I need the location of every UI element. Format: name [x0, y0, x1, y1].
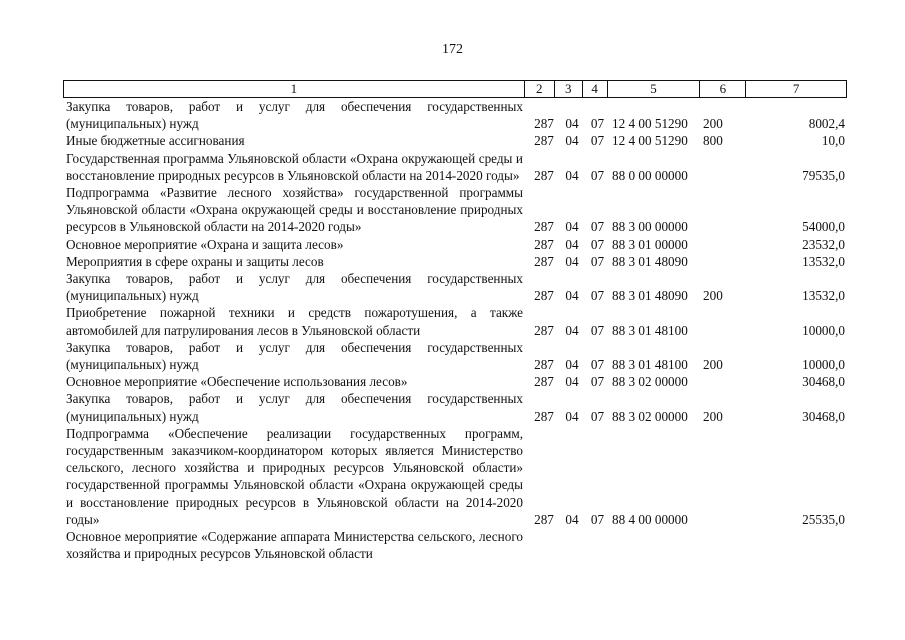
row-name: Иные бюджетные ассигнования	[66, 133, 245, 149]
row-name: Основное мероприятие «Охрана и защита лесов»	[66, 236, 344, 252]
table-row	[63, 184, 847, 236]
row-subsection: 07	[590, 167, 605, 183]
row-target-article: 88 3 01 00000	[612, 236, 688, 252]
row-expense-type: 200	[703, 288, 723, 304]
row-name: Мероприятия в сфере охраны и защиты лесов	[66, 253, 324, 269]
row-target-article: 88 4 00 00000	[612, 511, 688, 527]
header-col-7: 7	[792, 81, 800, 96]
row-sum: 10,0	[821, 133, 845, 149]
header-col-2: 2	[525, 81, 555, 97]
row-sum: 13532,0	[802, 253, 845, 269]
row-expense-type: 200	[703, 408, 723, 424]
header-col-6: 6	[700, 81, 746, 97]
header-col-3: 3	[555, 81, 583, 97]
row-name: Подпрограмма «Обеспечение реализации государственных программ, государственным заказчиком-координатором которых является Министерство сельского, лесного хозяйства и природных ресурсов Ульяновской области» государственной программы Ульяновской области «Охрана окружающей среды и восстановление природных ресурсов в Ульяновской области на 2014-2020 годы»	[66, 425, 523, 527]
row-ved: 287	[534, 133, 554, 149]
header-col-5: 5	[608, 81, 701, 97]
row-name: Закупка товаров, работ и услуг для обеспечения государственных (муниципальных) нужд	[66, 99, 523, 132]
row-sum: 8002,4	[808, 116, 845, 132]
row-target-article: 88 3 02 00000	[612, 408, 688, 424]
row-ved: 287	[534, 374, 554, 390]
row-ved: 287	[534, 288, 554, 304]
row-name: Подпрограмма «Развитие лесного хозяйства» государственной программы Ульяновской области «Охрана окружающей среды и восстановление природных ресурсов в Ульяновской области на 2014-2020 годы»	[66, 185, 523, 235]
row-sum: 10000,0	[802, 322, 845, 338]
row-ved: 287	[534, 357, 554, 373]
row-section: 04	[565, 167, 579, 183]
row-target-article: 88 3 00 00000	[612, 219, 688, 235]
row-subsection: 07	[590, 219, 605, 235]
row-section: 04	[565, 116, 579, 132]
row-section: 04	[565, 408, 579, 424]
row-subsection: 07	[590, 511, 605, 527]
row-sum: 25535,0	[802, 511, 845, 527]
row-expense-type: 800	[703, 133, 723, 149]
table-row	[63, 98, 847, 132]
row-subsection: 07	[590, 288, 605, 304]
row-ved: 287	[534, 167, 554, 183]
row-section: 04	[565, 236, 579, 252]
row-sum: 30468,0	[802, 374, 845, 390]
budget-table	[63, 80, 847, 562]
row-sum: 10000,0	[802, 357, 845, 373]
row-subsection: 07	[590, 374, 605, 390]
row-target-article: 88 3 01 48100	[612, 322, 688, 338]
table-row	[63, 339, 847, 373]
row-ved: 287	[534, 116, 554, 132]
row-name: Приобретение пожарной техники и средств пожаротушения, а также автомобилей для патрулирования лесов в Ульяновской области	[66, 305, 523, 338]
row-expense-type: 200	[703, 116, 723, 132]
table-body	[63, 98, 847, 562]
table-row	[63, 253, 847, 270]
row-target-article: 12 4 00 51290	[612, 116, 688, 132]
table-row	[63, 425, 847, 528]
row-name: Государственная программа Ульяновской области «Охрана окружающей среды и восстановление природных ресурсов в Ульяновской области на 2014-2020 годы»	[66, 150, 523, 183]
row-subsection: 07	[590, 133, 605, 149]
row-target-article: 88 3 02 00000	[612, 374, 688, 390]
row-section: 04	[565, 511, 579, 527]
row-section: 04	[565, 357, 579, 373]
table-row	[63, 270, 847, 304]
table-header-row	[63, 80, 847, 98]
row-expense-type: 200	[703, 357, 723, 373]
header-col-1: 1	[64, 81, 525, 97]
row-ved: 287	[534, 408, 554, 424]
row-sum: 30468,0	[802, 408, 845, 424]
table-row	[63, 236, 847, 253]
row-subsection: 07	[590, 408, 605, 424]
table-row	[63, 373, 847, 390]
row-section: 04	[565, 322, 579, 338]
row-target-article: 88 0 00 00000	[612, 167, 688, 183]
row-sum: 23532,0	[802, 236, 845, 252]
row-section: 04	[565, 133, 579, 149]
table-row	[63, 304, 847, 338]
row-section: 04	[565, 288, 579, 304]
row-ved: 287	[534, 219, 554, 235]
row-target-article: 12 4 00 51290	[612, 133, 688, 149]
table-row	[63, 390, 847, 424]
row-sum: 79535,0	[802, 167, 845, 183]
table-row	[63, 132, 847, 149]
row-sum: 54000,0	[802, 219, 845, 235]
table-row	[63, 528, 847, 562]
row-ved: 287	[534, 322, 554, 338]
row-sum: 13532,0	[802, 288, 845, 304]
row-target-article: 88 3 01 48090	[612, 253, 688, 269]
row-name: Закупка товаров, работ и услуг для обеспечения государственных (муниципальных) нужд	[66, 339, 523, 373]
row-subsection: 07	[590, 236, 605, 252]
row-subsection: 07	[590, 322, 605, 338]
row-name: Закупка товаров, работ и услуг для обеспечения государственных (муниципальных) нужд	[66, 271, 523, 304]
page-number: 172	[442, 42, 463, 57]
row-subsection: 07	[590, 116, 605, 132]
row-section: 04	[565, 219, 579, 235]
row-section: 04	[565, 374, 579, 390]
header-col-4: 4	[583, 81, 608, 97]
row-subsection: 07	[590, 253, 605, 269]
table-row	[63, 150, 847, 184]
row-name: Закупка товаров, работ и услуг для обеспечения государственных (муниципальных) нужд	[66, 391, 523, 424]
row-subsection: 07	[590, 357, 605, 373]
row-ved: 287	[534, 236, 554, 252]
row-ved: 287	[534, 253, 554, 269]
row-name: Основное мероприятие «Содержание аппарата Министерства сельского, лесного хозяйства и природных ресурсов Ульяновской области	[66, 529, 523, 562]
row-section: 04	[565, 253, 579, 269]
row-ved: 287	[534, 511, 554, 527]
row-target-article: 88 3 01 48090	[612, 288, 688, 304]
row-name: Основное мероприятие «Обеспечение использования лесов»	[66, 374, 408, 390]
row-target-article: 88 3 01 48100	[612, 357, 688, 373]
